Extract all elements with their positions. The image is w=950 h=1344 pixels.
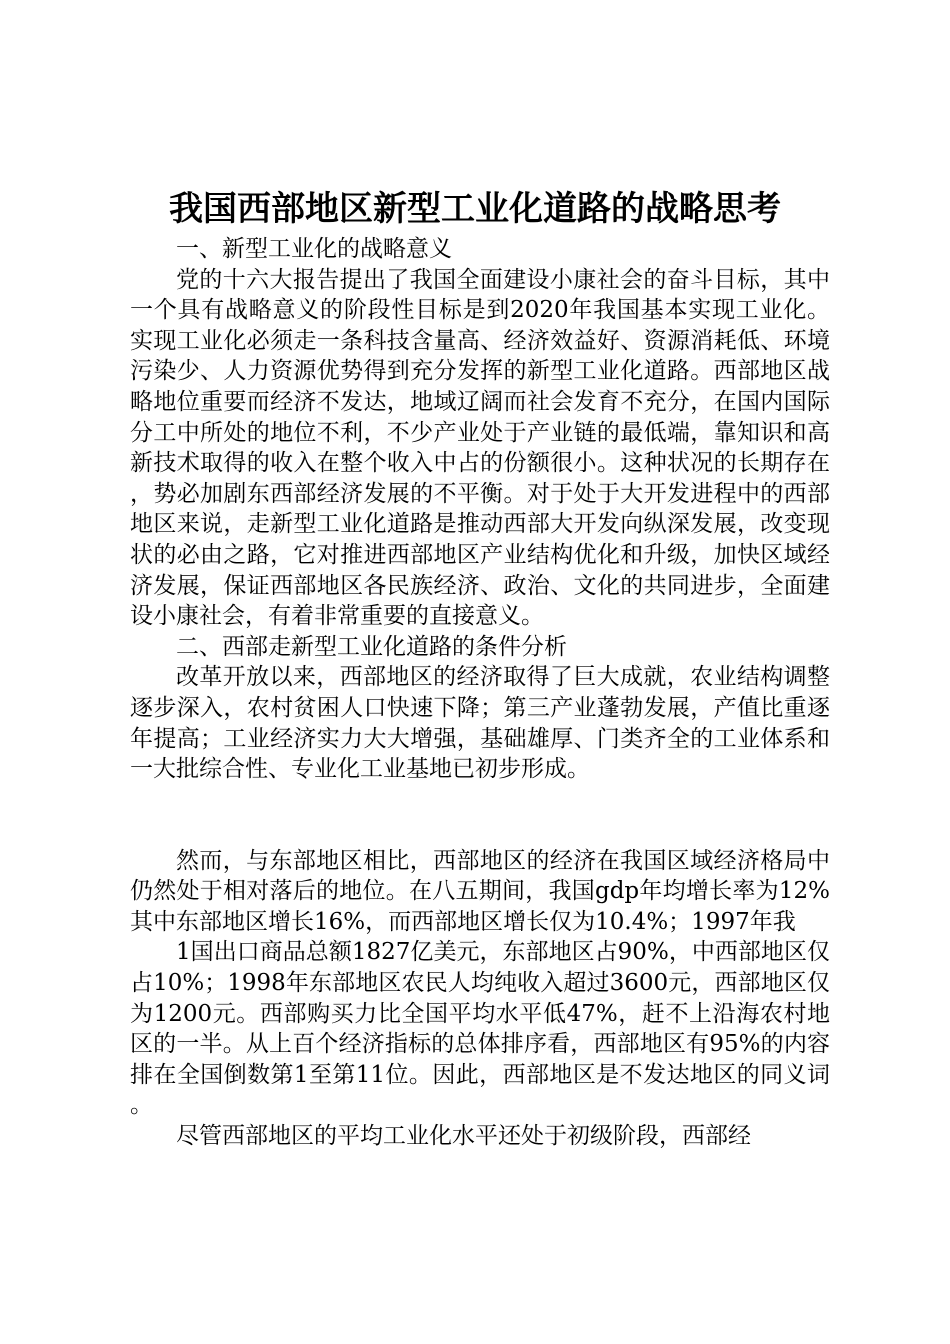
paragraph-statistics: 1国出口商品总额1827亿美元，东部地区占90%，中西部地区仅占10%；1998年东部地区农民人均纯收入超过3600元，西部地区仅为1200元。西部购买力比全国平均水平低47%，赶不上沿海农村地区的一半。从上百个经济指标的总体排序看，西部地区有95%的内容排在全国倒数第1至第11位。因此，西部地区是不发达地区的同义词。 — [130, 939, 830, 1119]
paragraph-significance: 党的十六大报告提出了我国全面建设小康社会的奋斗目标，其中一个具有战略意义的阶段性目标是到2020年我国基本实现工业化。实现工业化必须走一条科技含量高、经济效益好、资源消耗低、环境污染少、人力资源优势得到充分发挥的新型工业化道路。西部地区战略地位重要而经济不发达，地域辽阔而社会发育不充分，在国内国际分工中所处的地位不利，不少产业处于产业链的最低端，靠知识和高新技术取得的收入在整个收入中占的份额很小。这种状况的长期存在，势必加剧东西部经济发展的不平衡。对于处于大开发进程中的西部地区来说，走新型工业化道路是推动西部大开发向纵深发展，改变现状的必由之路，它对推进西部地区产业结构优化和升级，加快区域经济发展，保证西部地区各民族经济、政治、文化的共同进步，全面建设小康社会，有着非常重要的直接意义。 — [130, 266, 830, 630]
document-title: 我国西部地区新型工业化道路的战略思考 — [169, 189, 781, 229]
section-heading-2: 二、西部走新型工业化道路的条件分析 — [176, 633, 567, 660]
paragraph-achievements: 改革开放以来，西部地区的经济取得了巨大成就，农业结构调整逐步深入，农村贫困人口快速下降；第三产业蓬勃发展，产值比重逐年提高；工业经济实力大大增强，基础雄厚、门类齐全的工业体系和一大批综合性、专业化工业基地已初步形成。 — [130, 664, 830, 783]
paragraph-continuation: 尽管西部地区的平均工业化水平还处于初级阶段，西部经 — [176, 1123, 751, 1150]
document-body — [130, 234, 830, 1152]
section-heading-1: 一、新型工业化的战略意义 — [176, 236, 452, 262]
paragraph-comparison: 然而，与东部地区相比，西部地区的经济在我国区域经济格局中仍然处于相对落后的地位。在八五期间，我国gdp年均增长率为12%其中东部地区增长16%，而西部地区增长仅为10.4%；1997年我 — [130, 847, 830, 935]
paragraph-gap — [130, 785, 830, 846]
